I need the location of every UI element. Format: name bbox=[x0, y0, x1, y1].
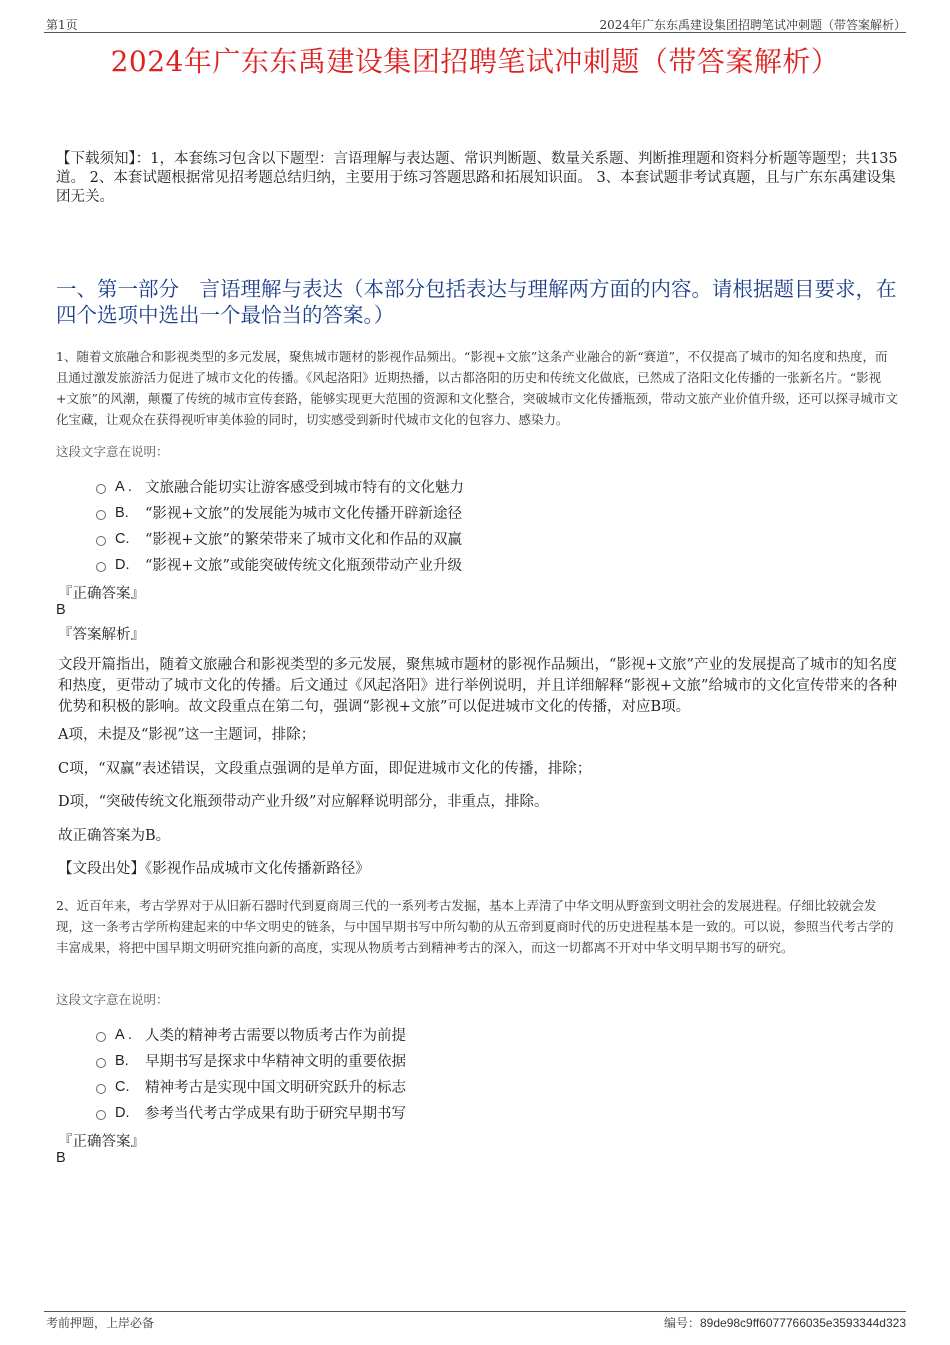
option-text: 早期书写是探求中华精神文明的重要依据 bbox=[145, 1054, 406, 1070]
question-1-option-d[interactable] bbox=[96, 554, 462, 575]
question-1-option-a[interactable] bbox=[96, 476, 464, 497]
question-2-option-a[interactable] bbox=[96, 1024, 406, 1045]
analysis-paragraph: 文段开篇指出，随着文旅融合和影视类型的多元发展，聚焦城市题材的影视作品频出，“影视+文旅”产业的发展提高了城市的知名度和热度，更带动了城市文化的传播。后文通过《风起洛阳》进行举例说明，并且详细解释“影视+文旅”给城市的文化宣传带来的各种优势和积极的影响。故文段重点在第二句，强调“影视+文旅”可以促进城市文化的传播，对应B项。 bbox=[58, 657, 897, 715]
analysis-option-c: C项，“双赢”表述错误，文段重点强调的是单方面，即促进城市文化的传播，排除； bbox=[58, 761, 592, 777]
question-2-option-b[interactable] bbox=[96, 1050, 406, 1071]
analysis-label: 『答案解析』 bbox=[58, 627, 145, 643]
option-letter: D. bbox=[115, 1104, 130, 1121]
radio-icon[interactable] bbox=[96, 1110, 106, 1120]
passage-source: 【文段出处】《影视作品成城市文化传播新路径》 bbox=[58, 861, 370, 877]
option-letter: A . bbox=[115, 1026, 132, 1043]
question-1-prompt: 这段文字意在说明： bbox=[56, 444, 169, 459]
option-letter: B. bbox=[115, 504, 129, 521]
option-text: “影视+文旅”或能突破传统文化瓶颈带动产业升级 bbox=[145, 558, 462, 574]
radio-icon[interactable] bbox=[96, 1084, 106, 1094]
page-number: 第1页 bbox=[46, 18, 78, 32]
radio-icon[interactable] bbox=[96, 1058, 106, 1068]
analysis-option-a: A项，未提及“影视”这一主题词，排除； bbox=[58, 727, 316, 743]
option-text: “影视+文旅”的繁荣带来了城市文化和作品的双赢 bbox=[145, 532, 462, 548]
document-title: 2024年广东东禹建设集团招聘笔试冲刺题（带答案解析） bbox=[110, 45, 840, 78]
option-text: “影视+文旅”的发展能为城市文化传播开辟新途径 bbox=[145, 506, 462, 522]
download-notice: 【下载须知】：1，本套练习包含以下题型：言语理解与表达题、常识判断题、数量关系题、判断推理题和资料分析题等题型；共135道。 2、本套试题根据常见招考题总结归纳，主要用于练习答题思路和拓展知识面。 3、本套试题非考试真题，且与广东东禹建设集团无关。 bbox=[56, 151, 898, 205]
correct-answer: B bbox=[56, 602, 66, 618]
option-letter: D. bbox=[115, 556, 130, 573]
option-letter: C. bbox=[115, 1078, 130, 1095]
radio-icon[interactable] bbox=[96, 1032, 106, 1042]
question-2-prompt: 这段文字意在说明： bbox=[56, 992, 169, 1007]
option-text: 人类的精神考古需要以物质考古作为前提 bbox=[145, 1028, 406, 1044]
footer-code-value: 89de98c9ff6077766035e3593344d323 bbox=[700, 1316, 906, 1330]
correct-answer-label: 『正确答案』 bbox=[58, 1134, 145, 1150]
footer-code-label: 编号： bbox=[663, 1316, 700, 1330]
header-divider bbox=[44, 32, 906, 33]
footer-divider bbox=[44, 1311, 906, 1312]
correct-answer-label: 『正确答案』 bbox=[58, 586, 145, 602]
footer-code bbox=[664, 1314, 906, 1331]
question-2-passage: 2、近百年来，考古学界对于从旧新石器时代到夏商周三代的一系列考古发掘，基本上弄清了中华文明从野蛮到文明社会的发展进程。仔细比较就会发现，这一条考古学所构建起来的中华文明史的链条，与中国早期书写中所勾勒的从五帝到夏商时代的历史进程基本是一致的。可以说，参照当代考古学的丰富成果，将把中国早期文明研究推向新的高度，实现从物质考古到精神考古的深入，而这一切都离不开对中华文明早期书写的研究。 bbox=[56, 898, 894, 955]
question-1-option-b[interactable] bbox=[96, 502, 462, 523]
option-letter: C. bbox=[115, 530, 130, 547]
option-letter: A . bbox=[115, 478, 132, 495]
header-doc-title: 2024年广东东禹建设集团招聘笔试冲刺题（带答案解析） bbox=[599, 18, 906, 32]
radio-icon[interactable] bbox=[96, 562, 106, 572]
question-1-passage: 1、随着文旅融合和影视类型的多元发展，聚焦城市题材的影视作品频出。“影视+文旅”这条产业融合的新“赛道”，不仅提高了城市的知名度和热度，而且通过激发旅游活力促进了城市文化的传播。《风起洛阳》近期热播，以古都洛阳的历史和传统文化做底，已然成了洛阳文化传播的一张新名片。“影视+文旅”的风潮，颠覆了传统的城市宣传套路，能够实现更大范围的资源和文化整合，突破城市文化传播瓶颈，带动文旅产业价值升级，还可以探寻城市文化宝藏，让观众在获得视听审美体验的同时，切实感受到新时代城市文化的包容力、感染力。 bbox=[56, 349, 898, 427]
section-heading: 一、第一部分 言语理解与表达（本部分包括表达与理解两方面的内容。请根据题目要求，在四个选项中选出一个最恰当的答案。） bbox=[56, 277, 897, 327]
question-2-option-c[interactable] bbox=[96, 1076, 406, 1097]
option-letter: B. bbox=[115, 1052, 129, 1069]
question-2-option-d[interactable] bbox=[96, 1102, 406, 1123]
question-1-option-c[interactable] bbox=[96, 528, 462, 549]
option-text: 文旅融合能切实让游客感受到城市特有的文化魅力 bbox=[145, 480, 464, 496]
radio-icon[interactable] bbox=[96, 484, 106, 494]
option-text: 参考当代考古学成果有助于研究早期书写 bbox=[145, 1106, 406, 1122]
radio-icon[interactable] bbox=[96, 510, 106, 520]
radio-icon[interactable] bbox=[96, 536, 106, 546]
correct-answer: B bbox=[56, 1150, 66, 1166]
analysis-option-d: D项，“突破传统文化瓶颈带动产业升级”对应解释说明部分，非重点，排除。 bbox=[58, 794, 549, 810]
footer-slogan: 考前押题，上岸必备 bbox=[46, 1316, 155, 1330]
analysis-conclusion: 故正确答案为B。 bbox=[58, 828, 171, 844]
option-text: 精神考古是实现中国文明研究跃升的标志 bbox=[145, 1080, 406, 1096]
